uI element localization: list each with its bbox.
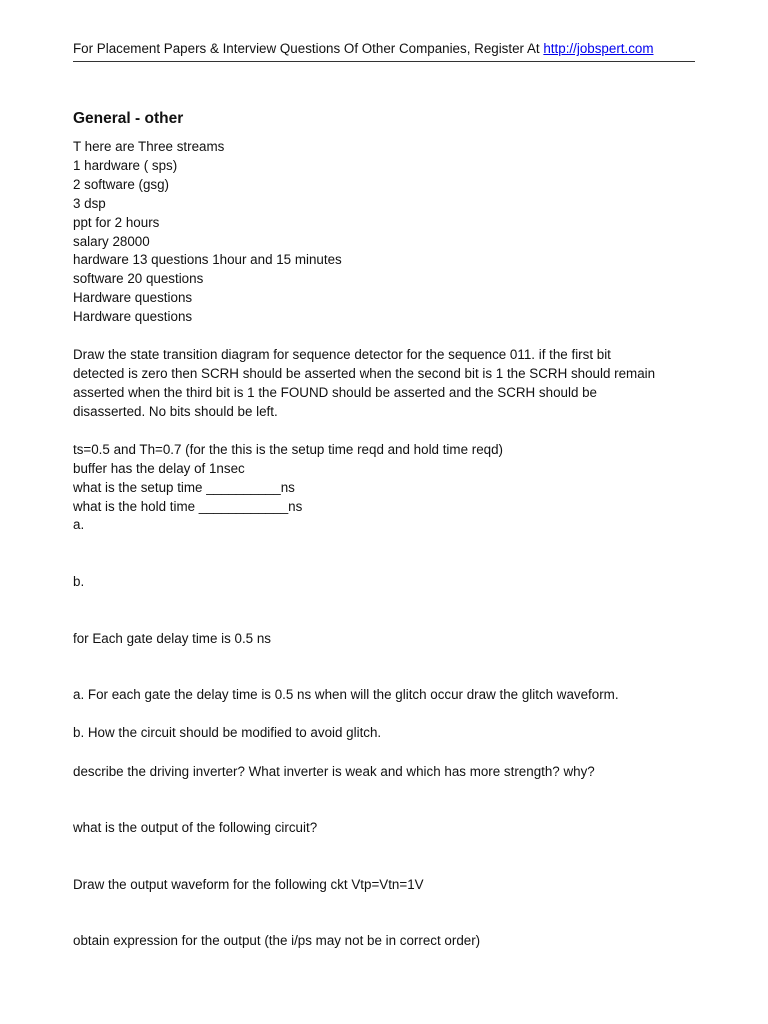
text-line: 1 hardware ( sps)	[73, 158, 178, 173]
text-line: a. For each gate the delay time is 0.5 ns when will the glitch occur draw the glitch waveform.	[73, 687, 619, 702]
text-line: 3 dsp	[73, 196, 106, 211]
text-line: disasserted. No bits should be left.	[73, 404, 278, 419]
text-line: what is the output of the following circuit?	[73, 820, 318, 835]
text-line: Hardware questions	[73, 290, 193, 305]
text-line: asserted when the third bit is 1 the FOUND should be asserted and the SCRH should be	[73, 385, 598, 400]
text-line: T here are Three streams	[73, 139, 225, 154]
header-text: For Placement Papers & Interview Questions Of Other Companies, Register At	[73, 41, 544, 56]
text-line: a.	[73, 517, 85, 532]
text-line: salary 28000	[73, 234, 150, 249]
text-line: what is the setup time __________ns	[73, 480, 295, 495]
text-line: Hardware questions	[73, 309, 193, 324]
text-line: buffer has the delay of 1nsec	[73, 461, 245, 476]
text-line: hardware 13 questions 1hour and 15 minutes	[73, 252, 342, 267]
text-line: Draw the state transition diagram for sequence detector for the sequence 011. if the first bit	[73, 347, 611, 362]
text-line: b.	[73, 574, 85, 589]
header-divider	[73, 61, 695, 62]
text-line: b. How the circuit should be modified to avoid glitch.	[73, 725, 382, 740]
text-line: Draw the output waveform for the following ckt Vtp=Vtn=1V	[73, 877, 424, 892]
text-line: obtain expression for the output (the i/ps may not be in correct order)	[73, 933, 481, 948]
text-line: software 20 questions	[73, 271, 204, 286]
section-title: General - other	[73, 110, 184, 127]
page-header	[73, 39, 695, 59]
text-line: 2 software (gsg)	[73, 177, 170, 192]
text-line: detected is zero then SCRH should be asserted when the second bit is 1 the SCRH should remain	[73, 366, 656, 381]
text-line: ts=0.5 and Th=0.7 (for the this is the setup time reqd and hold time reqd)	[73, 442, 503, 457]
text-line: ppt for 2 hours	[73, 215, 160, 230]
text-line: describe the driving inverter? What inverter is weak and which has more strength? why?	[73, 764, 595, 779]
header-link[interactable]: http://jobspert.com	[543, 41, 654, 56]
text-line: for Each gate delay time is 0.5 ns	[73, 631, 271, 646]
text-line: what is the hold time ____________ns	[73, 499, 303, 514]
